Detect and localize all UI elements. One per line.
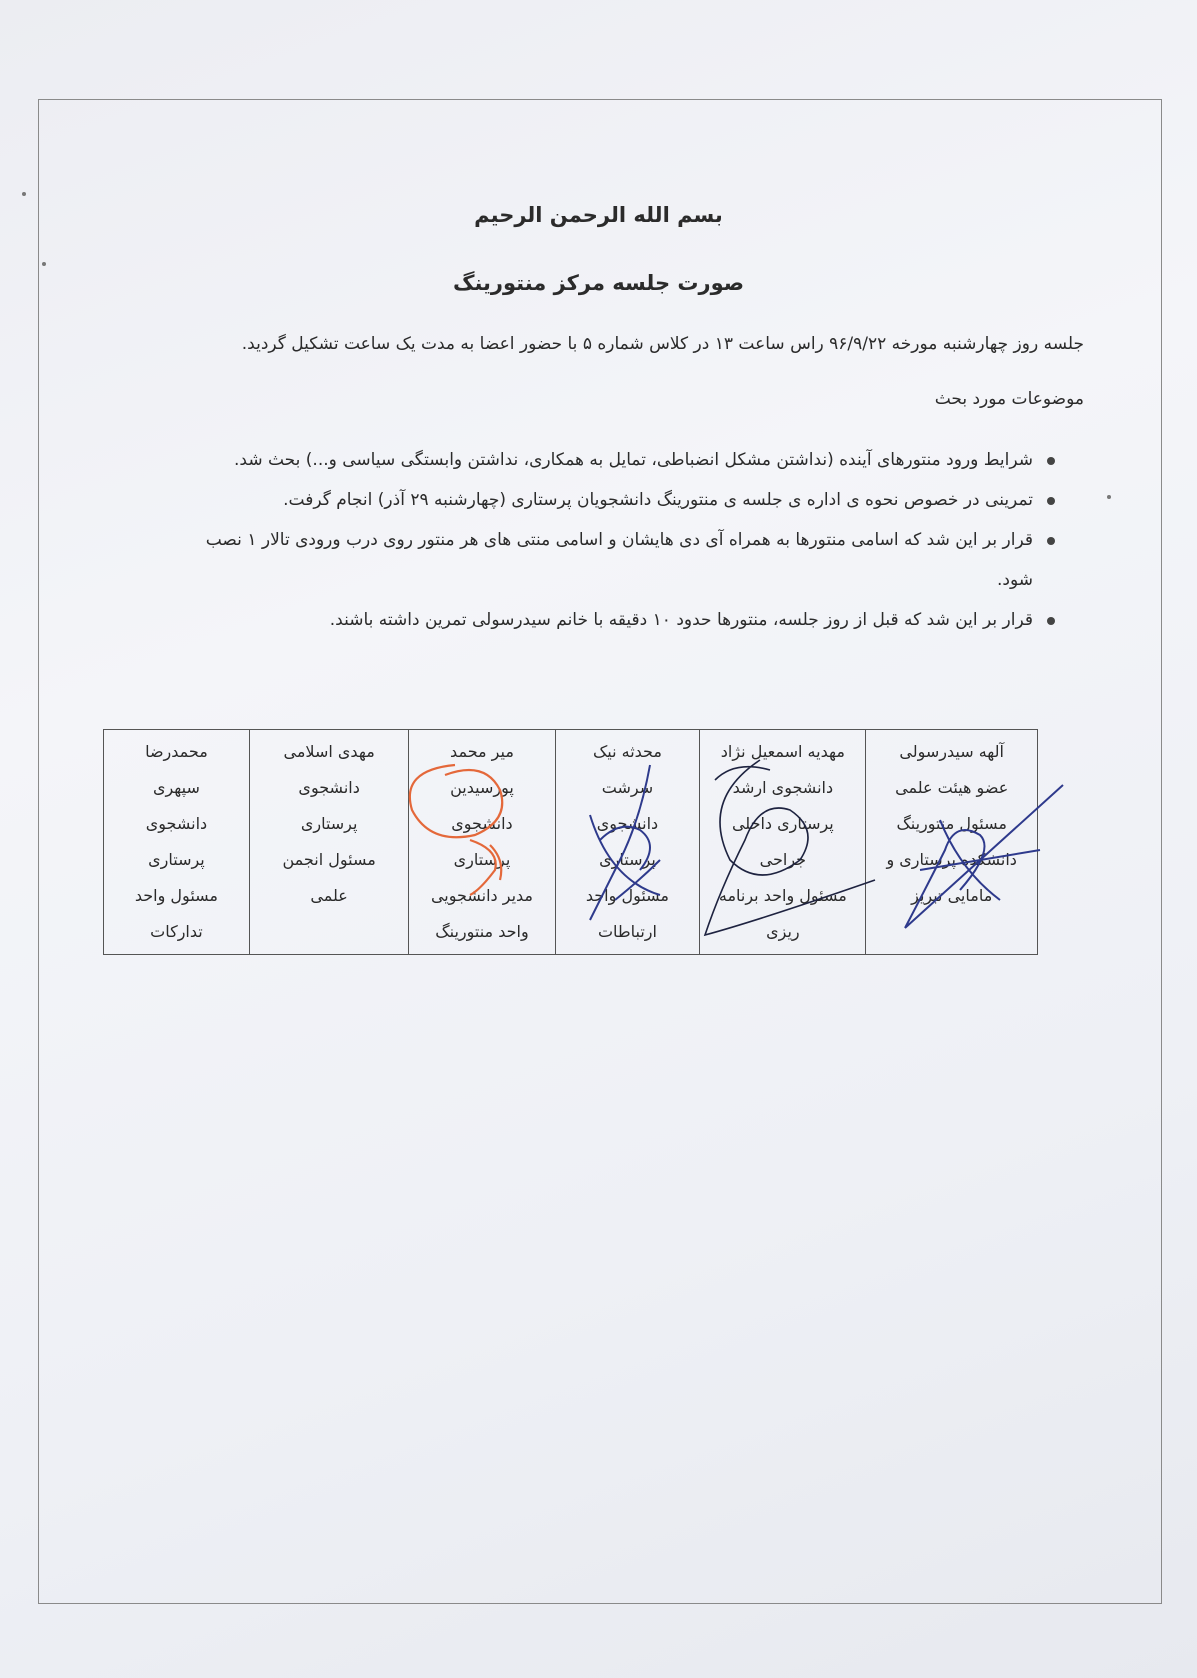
member-line: دانشجوی ارشد bbox=[732, 778, 834, 797]
scan-speck bbox=[1107, 495, 1111, 499]
member-line: مسئول واحد برنامه bbox=[718, 886, 847, 905]
member-line: عضو هیئت علمی bbox=[895, 778, 1009, 797]
member-line: جراحی bbox=[759, 850, 807, 869]
member-line: پرستاری bbox=[599, 850, 656, 869]
member-line: پرستاری bbox=[453, 850, 511, 869]
member-line: تدارکات bbox=[150, 922, 203, 941]
topic-item: شرایط ورود منتورهای آینده (نداشتن مشکل انضباطی، تمایل به همکاری، نداشتن وابستگی سیاسی و...) بحث شد. bbox=[177, 440, 1057, 480]
member-line: پرستاری bbox=[148, 850, 205, 869]
basmala-heading: بسم الله الرحمن الرحیم bbox=[474, 203, 723, 227]
member-line: مسئول منتورینگ bbox=[896, 814, 1007, 833]
member-line: مهدی اسلامی bbox=[283, 742, 375, 761]
member-line: ریزی bbox=[766, 922, 800, 941]
member-cell bbox=[866, 730, 1038, 955]
member-cell bbox=[249, 730, 409, 955]
member-line: محدثه نیک bbox=[592, 742, 662, 761]
member-line: سپهری bbox=[152, 778, 200, 797]
member-line: دانشجوی bbox=[145, 814, 208, 833]
member-line: دانشکده پرستاری و bbox=[886, 850, 1017, 869]
member-line: پرستاری داخلی bbox=[731, 814, 834, 833]
member-line: دانشجوی bbox=[451, 814, 513, 833]
member-line: آلهه سیدرسولی bbox=[899, 742, 1004, 761]
topic-item: تمرینی در خصوص نحوه ی اداره ی جلسه ی منتورینگ دانشجویان پرستاری (چهارشنبه ۲۹ آذر) انجام گرفت. bbox=[177, 480, 1057, 520]
member-line: مهدیه اسمعیل نژاد bbox=[720, 742, 845, 761]
member-line: محمدرضا bbox=[145, 742, 208, 761]
member-line: مدیر دانشجویی bbox=[430, 886, 533, 905]
members-row bbox=[104, 730, 1038, 955]
topic-item: قرار بر این شد که قبل از روز جلسه، منتورها حدود ۱۰ دقیقه با خانم سیدرسولی تمرین داشته باشند. bbox=[177, 600, 1057, 640]
member-line: مسئول واحد bbox=[585, 886, 669, 905]
member-cell bbox=[555, 730, 700, 955]
topics-heading: موضوعات مورد بحث bbox=[934, 389, 1084, 409]
member-line: مسئول انجمن bbox=[282, 850, 376, 869]
member-line: پرستاری bbox=[300, 814, 358, 833]
member-line: مسئول واحد bbox=[134, 886, 218, 905]
topic-item: قرار بر این شد که اسامی منتورها به همراه آی دی هایشان و اسامی منتی های هر منتور روی درب ورودی تالار ۱ نصب شود. bbox=[177, 520, 1057, 600]
member-cell bbox=[104, 730, 250, 955]
member-line: سرشت bbox=[601, 778, 654, 797]
member-cell bbox=[700, 730, 866, 955]
scan-speck bbox=[42, 262, 46, 266]
member-line: علمی bbox=[310, 886, 348, 905]
meeting-intro: جلسه روز چهارشنبه مورخه ۹۶/۹/۲۲ راس ساعت ۱۳ در کلاس شماره ۵ با حضور اعضا به مدت یک ساعت تشکیل گردید. bbox=[241, 334, 1084, 354]
document-title: صورت جلسه مرکز منتورینگ bbox=[452, 271, 745, 295]
scan-speck bbox=[22, 192, 26, 196]
members-table bbox=[103, 729, 1038, 955]
member-line: مامایی تبریز bbox=[911, 886, 993, 905]
member-line: میر محمد bbox=[450, 742, 514, 761]
topics-list bbox=[177, 440, 1057, 640]
member-cell bbox=[409, 730, 555, 955]
member-line: دانشجوی bbox=[298, 778, 360, 797]
member-line: دانشجوی bbox=[596, 814, 659, 833]
member-line: ارتباطات bbox=[597, 922, 657, 941]
member-line: پورسیدین bbox=[450, 778, 514, 797]
member-line: واحد منتورینگ bbox=[435, 922, 529, 941]
